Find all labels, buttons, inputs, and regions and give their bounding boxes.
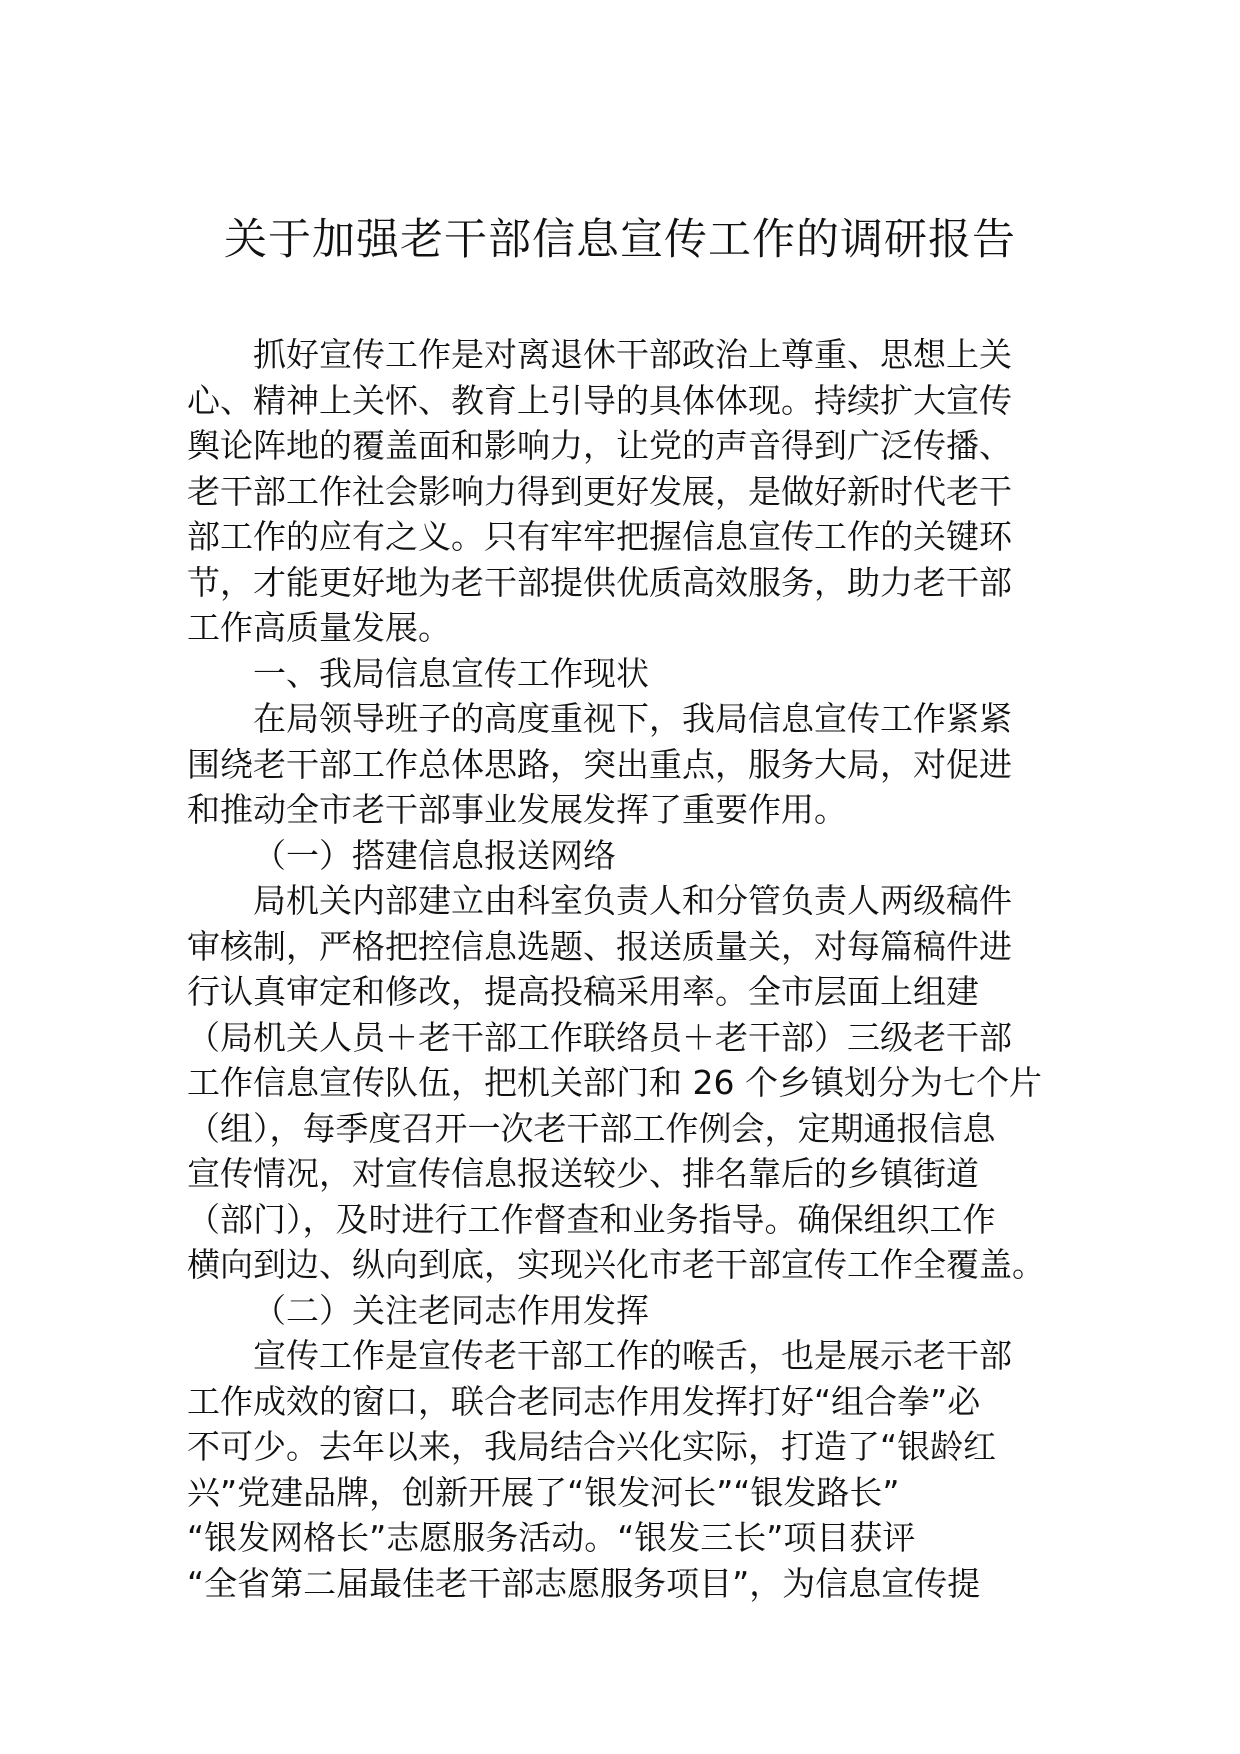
paragraph-section1-line-3: 和推动全市老干部事业发展发挥了重要作用。 [187, 790, 847, 829]
paragraph-intro-line-5: 部工作的应有之义。只有牢牢把握信息宣传工作的关键环 [187, 517, 1012, 556]
paragraph-subsection1-line-1: 局机关内部建立由科室负责人和分管负责人两级稿件 [253, 881, 1012, 920]
paragraph-subsection1-line-5: 工作信息宣传队伍，把机关部门和 26 个乡镇划分为七个片 [187, 1063, 1042, 1102]
paragraph-subsection1-line-7: 宣传情况，对宣传信息报送较少、排名靠后的乡镇街道 [187, 1154, 979, 1193]
paragraph-intro-line-4: 老干部工作社会影响力得到更好发展，是做好新时代老干 [187, 471, 1012, 511]
paragraph-intro-line-7: 工作高质量发展。 [187, 608, 451, 647]
paragraph-subsection2-line-4: 兴”党建品牌，创新开展了“银发河长”“银发路长” [187, 1472, 900, 1512]
paragraph-subsection1-line-8: （部门），及时进行工作督查和业务指导。确保组织工作 [187, 1199, 996, 1239]
paragraph-intro-line-1: 抓好宣传工作是对离退休干部政治上尊重、思想上关 [253, 335, 1012, 374]
paragraph-section1-line-2: 围绕老干部工作总体思路，突出重点，服务大局，对促进 [187, 744, 1012, 784]
document-title: 关于加强老干部信息宣传工作的调研报告 [224, 215, 1016, 265]
paragraph-subsection1-line-4: （局机关人员＋老干部工作联络员＋老干部）三级老干部 [187, 1017, 1012, 1057]
paragraph-subsection2-line-6: “全省第二届最佳老干部志愿服务项目”，为信息宣传提 [187, 1563, 981, 1603]
paragraph-subsection2-line-5: “银发网格长”志愿服务活动。“银发三长”项目获评 [187, 1518, 916, 1557]
paragraph-subsection2-line-1: 宣传工作是宣传老干部工作的喉舌，也是展示老干部 [253, 1336, 1012, 1375]
subsection-heading-1: （一）搭建信息报送网络 [253, 835, 616, 875]
document-body [187, 332, 1055, 1606]
paragraph-subsection2-line-2: 工作成效的窗口，联合老同志作用发挥打好“组合拳”必 [187, 1381, 981, 1421]
paragraph-subsection1-line-3: 行认真审定和修改，提高投稿采用率。全市层面上组建 [187, 972, 979, 1011]
section-heading-1: 一、我局信息宣传工作现状 [253, 653, 649, 693]
paragraph-subsection1-line-6: （组），每季度召开一次老干部工作例会，定期通报信息 [187, 1108, 996, 1148]
paragraph-intro-line-6: 节，才能更好地为老干部提供优质高效服务，助力老干部 [187, 562, 1012, 602]
paragraph-intro-line-3: 舆论阵地的覆盖面和影响力，让党的声音得到广泛传播、 [187, 426, 1012, 465]
subsection-heading-2: （二）关注老同志作用发挥 [253, 1290, 649, 1330]
paragraph-subsection2-line-3: 不可少。去年以来，我局结合兴化实际，打造了“银龄红 [187, 1427, 997, 1466]
paragraph-intro-line-2: 心、精神上关怀、教育上引导的具体体现。持续扩大宣传 [187, 380, 1012, 420]
paragraph-section1-line-1: 在局领导班子的高度重视下，我局信息宣传工作紧紧 [253, 699, 1012, 738]
paragraph-subsection1-line-2: 审核制，严格把控信息选题、报送质量关，对每篇稿件进 [187, 926, 1012, 966]
paragraph-subsection1-line-9: 横向到边、纵向到底，实现兴化市老干部宣传工作全覆盖。 [187, 1245, 1045, 1284]
